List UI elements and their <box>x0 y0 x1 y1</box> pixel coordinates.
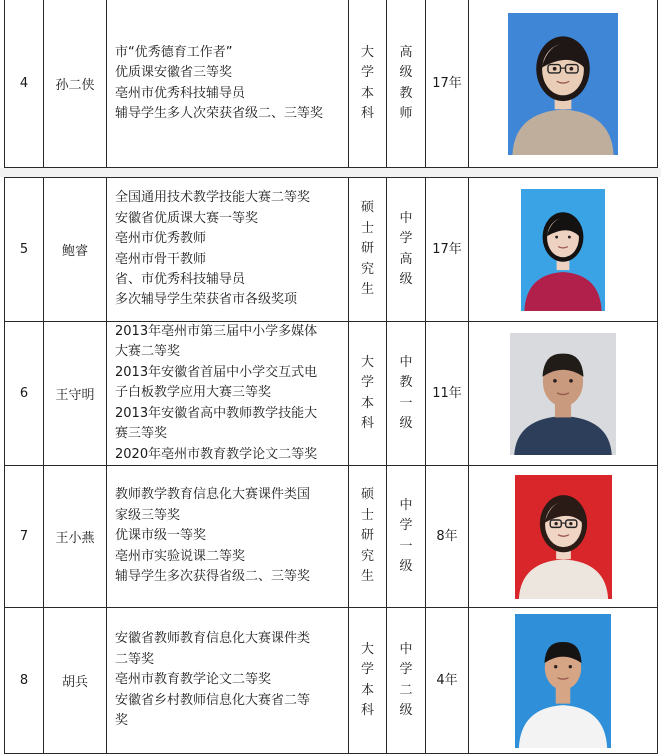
table-row <box>5 0 658 168</box>
professional-title: 中学高级 <box>399 210 413 287</box>
education: 硕士研究生 <box>360 487 374 585</box>
photo-eye-left <box>554 522 557 525</box>
photo-eye-left <box>553 378 557 382</box>
awards-cell <box>107 466 349 608</box>
row-number: 6 <box>5 322 44 466</box>
award-line: 亳州市优秀科技辅导员 <box>115 85 246 101</box>
title-cell <box>387 322 426 466</box>
table-row <box>5 322 658 466</box>
photo-cell <box>469 178 658 322</box>
photo-cell <box>469 0 658 168</box>
education: 硕士研究生 <box>360 200 374 298</box>
awards-cell <box>107 0 349 168</box>
award-line: 亳州市教育教学论文二等奖 <box>115 672 272 688</box>
professional-title: 中教一级 <box>399 354 413 431</box>
award-line: 亳州市实验说课二等奖 <box>115 548 246 564</box>
award-line: 辅导学生多次获得省级二、三等奖 <box>115 569 311 585</box>
professional-title: 中学二级 <box>399 641 413 718</box>
teacher-portrait-female-glasses <box>515 475 612 599</box>
teacher-portrait-female-glasses <box>508 13 618 155</box>
award-line: 安徽省优质课大赛一等奖 <box>115 210 259 226</box>
award-line: 优课市级一等奖 <box>115 528 207 544</box>
award-line: 2013年安徽省高中教师教学技能大 <box>115 405 318 421</box>
teacher-portrait-male <box>515 614 611 748</box>
award-line: 安徽省教师教育信息化大赛课件类 <box>115 631 311 647</box>
education-cell <box>349 322 387 466</box>
teaching-years: 11年 <box>432 385 462 401</box>
award-line: 2013年亳州市第三届中小学多媒体 <box>115 324 318 340</box>
photo-eye-right <box>568 235 571 238</box>
award-line: 安徽省乡村教师信息化大赛省二等 <box>115 692 311 708</box>
teacher-table-segment-2 <box>4 177 658 754</box>
teaching-years: 8年 <box>436 528 458 544</box>
award-line: 亳州市优秀教师 <box>115 231 207 247</box>
award-line: 市“优秀德育工作者” <box>115 44 233 60</box>
photo-eye-left <box>553 66 557 70</box>
education-cell <box>349 608 387 754</box>
photo-cell <box>469 466 658 608</box>
award-line: 教师教学教育信息化大赛课件类国 <box>115 487 311 503</box>
photo-eye-left <box>554 665 557 668</box>
award-line: 2013年安徽省首届中小学交互式电 <box>115 364 318 380</box>
teacher-name: 胡兵 <box>44 608 107 754</box>
photo-eye-right <box>569 665 572 668</box>
awards-cell <box>107 322 349 466</box>
teacher-portrait-male <box>510 333 616 455</box>
education: 大学本科 <box>360 641 374 718</box>
award-line: 亳州市骨干教师 <box>115 251 207 267</box>
teacher-table-segment-1 <box>4 0 658 168</box>
table-row <box>5 178 658 322</box>
professional-title: 高级教师 <box>399 44 413 121</box>
table-row <box>5 466 658 608</box>
photo-cell <box>469 322 658 466</box>
photo-eye-right <box>569 66 573 70</box>
teacher-name: 王守明 <box>44 322 107 466</box>
awards-cell <box>107 608 349 754</box>
photo-eye-right <box>569 522 572 525</box>
education-cell <box>349 0 387 168</box>
education: 大学本科 <box>360 44 374 121</box>
award-line: 子白板教学应用大赛三等奖 <box>115 385 272 401</box>
title-cell <box>387 466 426 608</box>
years-cell <box>426 178 469 322</box>
award-line: 辅导学生多人次荣获省级二、三等奖 <box>115 105 324 121</box>
years-cell <box>426 322 469 466</box>
photo-eye-left <box>555 235 558 238</box>
teacher-name: 孙二侠 <box>44 0 107 168</box>
awards-cell <box>107 178 349 322</box>
title-cell <box>387 178 426 322</box>
years-cell <box>426 608 469 754</box>
award-line: 优质课安徽省三等奖 <box>115 65 233 81</box>
education-cell <box>349 466 387 608</box>
teacher-name: 王小燕 <box>44 466 107 608</box>
professional-title: 中学一级 <box>399 497 413 574</box>
award-line: 家级三等奖 <box>115 507 181 523</box>
teacher-name: 鲍睿 <box>44 178 107 322</box>
title-cell <box>387 608 426 754</box>
teaching-years: 17年 <box>432 241 462 257</box>
photo-eye-right <box>569 378 573 382</box>
years-cell <box>426 466 469 608</box>
award-line: 2020年亳州市教育教学论文二等奖 <box>115 446 318 462</box>
award-line: 二等奖 <box>115 651 155 667</box>
award-line: 多次辅导学生荣获省市各级奖项 <box>115 292 298 308</box>
row-number: 4 <box>5 0 44 168</box>
education: 大学本科 <box>360 354 374 431</box>
teaching-years: 17年 <box>432 75 462 91</box>
teaching-years: 4年 <box>436 672 458 688</box>
row-number: 8 <box>5 608 44 754</box>
photo-cell <box>469 608 658 754</box>
award-line: 省、市优秀科技辅导员 <box>115 271 246 287</box>
award-line: 赛三等奖 <box>115 426 168 442</box>
teacher-portrait-female <box>521 189 605 311</box>
page-break <box>0 168 661 177</box>
row-number: 7 <box>5 466 44 608</box>
years-cell <box>426 0 469 168</box>
award-line: 大赛二等奖 <box>115 344 181 360</box>
education-cell <box>349 178 387 322</box>
award-line: 全国通用技术教学技能大赛二等奖 <box>115 190 311 206</box>
row-number: 5 <box>5 178 44 322</box>
title-cell <box>387 0 426 168</box>
award-line: 奖 <box>115 713 129 729</box>
table-row <box>5 608 658 754</box>
